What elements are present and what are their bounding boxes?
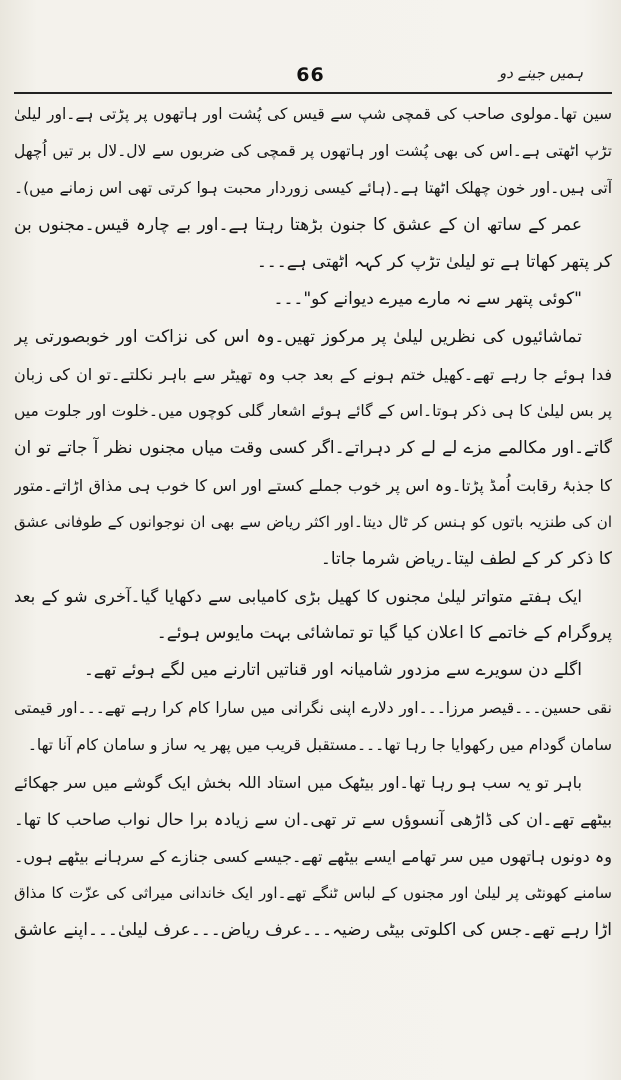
text-line: عمر کے ساتھ ان کے عشق کا جنون بڑھتا رہتا ہے۔اور بے چارہ قیس۔مجنوں بن: [14, 215, 582, 236]
header-rule: [14, 92, 612, 94]
text-line: باہر تو یہ سب ہو رہا تھا۔اور بیٹھک میں استاد اللہ بخش ایک گوشے میں سر جھکائے: [14, 772, 582, 792]
running-header-title: ہمیں جینے دو: [499, 64, 583, 82]
text-line: وہ دونوں ہاتھوں میں سر تھامے ایسے بیٹھے تھے۔جیسے کسی جنازے کے سرہانے بیٹھے ہوں۔: [14, 846, 612, 866]
text-line: اڑا رہے تھے۔جس کی اکلوتی بیٹی رضیہ۔۔۔عرف ریاض۔۔۔عرف لیلیٰ۔۔۔اپنے عاشق: [14, 920, 612, 941]
text-line: فدا ہوئے جا رہے تھے۔کھیل ختم ہونے کے بعد جب وہ تھیٹر سے باہر نکلتے۔تو ان کی زبان: [14, 364, 612, 384]
text-line: ایک ہفتے متواتر لیلیٰ مجنوں کا کھیل بڑی کامیابی سے دکھایا گیا۔آخری شو کے بعد: [14, 587, 582, 607]
text-line: سامنے کھونٹی پر لیلیٰ اور مجنوں کے لباس ٹنگے تھے۔اور ایک خاندانی میراثی کی عزّت کا مذاق: [14, 883, 612, 902]
page-number: 66: [296, 64, 325, 86]
text-line: پروگرام کے خاتمے کا اعلان کیا گیا تو تماشائی بہت مایوس ہوئے۔: [156, 623, 612, 644]
text-line: سامان گودام میں رکھوایا جا رہا تھا۔۔۔مستقبل قریب میں پھر یہ ساز و سامان کام آنا تھا۔: [27, 735, 612, 754]
text-line: گاتے۔اور مکالمے مزے لے لے کر دہراتے۔اگر کسی وقت میاں مجنوں نظر آ جاتے تو ان: [14, 437, 612, 458]
text-line: کا جذبۂ رقابت اُمڈ پڑتا۔وہ اس پر خوب جملے کستے اور اس کا خوب ہی مذاق اڑاتے۔متور: [14, 475, 612, 495]
text-line: کر پتھر کھاتا ہے تو لیلیٰ تڑپ کر کہہ اٹھتی ہے۔۔۔: [256, 252, 612, 273]
text-line: بیٹھے تھے۔ان کی ڈاڑھی آنسوؤں سے تر تھی۔ان سے زیادہ برا حال نواب صاحب کا تھا۔: [14, 809, 612, 829]
text-line: آتی ہیں۔اور خون چھلک اٹھتا ہے۔(ہائے کیسی زوردار محبت ہوا کرتی تھی اس زمانے میں)۔: [14, 179, 612, 198]
text-line: تماشائیوں کی نظریں لیلیٰ پر مرکوز تھیں۔وہ اس کی نزاکت اور خوبصورتی پر: [14, 326, 582, 347]
text-line: تڑپ اٹھتی ہے۔اس کی بھی پُشت اور ہاتھوں پر قمچی کی ضربوں سے لال۔لال بر تیں اُچھل: [14, 142, 612, 161]
text-line: ان کی طنزیہ باتوں کو ہنس کر ٹال دیتا۔اور اکثر ریاض سے بھی ان نوجوانوں کے طوفانی عشق: [14, 513, 612, 532]
text-line: پر بس لیلیٰ کا ہی ذکر ہوتا۔اس کے گائے ہوئے اشعار گلی کوچوں میں۔خلوت اور جلوت میں: [14, 401, 612, 420]
text-line: سین تھا۔مولوی صاحب کی قمچی شپ سے قیس کی پُشت اور ہاتھوں پر پڑتی ہے۔اور لیلیٰ: [14, 105, 612, 123]
text-line: اگلے دن سویرے سے مزدور شامیانہ اور قناتیں اتارنے میں لگے ہوئے تھے۔: [83, 660, 582, 681]
text-line: "کوئی پتھر سے نہ مارے میرے دیوانے کو"۔۔۔: [273, 289, 582, 310]
text-line: کا ذکر کر کے لطف لیتا۔ریاض شرما جاتا۔: [320, 549, 612, 570]
text-line: نقی حسین۔۔۔قیصر مرزا۔۔۔اور دلارے اپنی نگرانی میں سارا کام کرا رہے تھے۔۔۔اور قیمتی: [14, 698, 612, 717]
body-text: [14, 96, 612, 949]
